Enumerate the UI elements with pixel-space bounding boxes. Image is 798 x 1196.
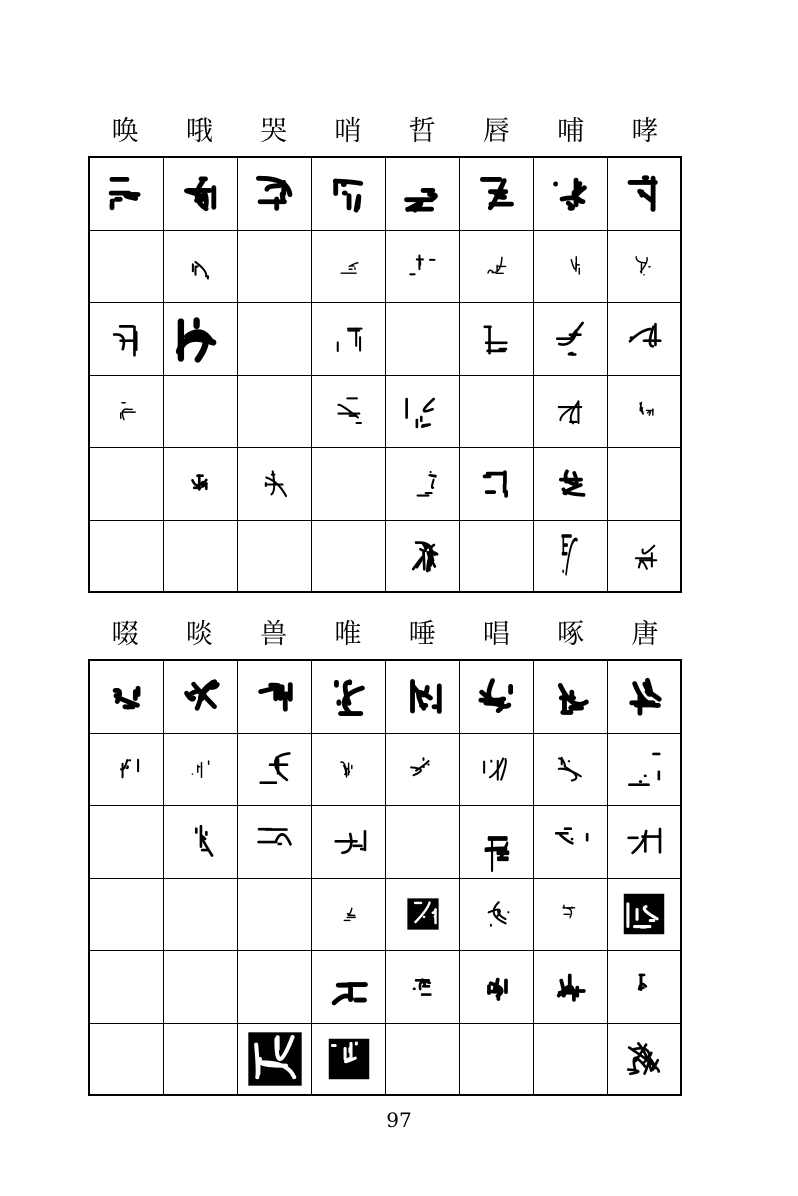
glyph-grid-1	[88, 156, 682, 593]
table-cell	[534, 879, 608, 952]
ancient-script-glyph	[549, 317, 593, 361]
table-cell	[608, 806, 682, 879]
table-cell	[386, 158, 460, 231]
ancient-script-glyph	[327, 965, 371, 1009]
table-cell	[386, 806, 460, 879]
table-cell	[460, 1024, 534, 1097]
table-cell	[90, 951, 164, 1024]
table-cell	[90, 521, 164, 594]
header-char: 哭	[260, 116, 288, 147]
ancient-script-glyph	[337, 757, 361, 781]
header-char: 唱	[482, 619, 510, 650]
ancient-script-glyph	[401, 389, 445, 433]
table-cell	[608, 951, 682, 1024]
table-cell	[386, 448, 460, 521]
table-cell	[90, 879, 164, 952]
ancient-script-glyph	[549, 675, 593, 719]
table-cell	[164, 951, 238, 1024]
header-char: 唤	[111, 116, 139, 147]
table-cell	[386, 661, 460, 734]
table-cell	[312, 303, 386, 376]
table-cell	[238, 806, 312, 879]
table-cell	[460, 879, 534, 952]
table-cell	[90, 806, 164, 879]
character-table-2	[88, 615, 682, 1096]
table-cell	[386, 521, 460, 594]
ancient-script-glyph	[554, 752, 588, 786]
table-cell	[534, 303, 608, 376]
ancient-script-glyph	[475, 172, 519, 216]
ancient-script-glyph	[253, 172, 297, 216]
table-cell	[238, 448, 312, 521]
table-cell	[238, 158, 312, 231]
ancient-script-glyph	[480, 752, 514, 786]
table-cell	[460, 951, 534, 1024]
table-cell	[312, 448, 386, 521]
table-cell	[386, 376, 460, 449]
header-char: 唐	[631, 619, 659, 650]
table-cell	[608, 231, 682, 304]
ancient-script-glyph	[480, 467, 514, 501]
table-cell	[90, 661, 164, 734]
glyph-grid-2	[88, 659, 682, 1096]
ancient-script-glyph	[332, 322, 366, 356]
ancient-script-glyph	[401, 534, 445, 578]
table-cell	[312, 376, 386, 449]
header-char: 唯	[334, 619, 362, 650]
ancient-script-glyph	[549, 172, 593, 216]
header-char: 啄	[557, 619, 585, 650]
ancient-script-glyph	[337, 254, 361, 278]
table-cell	[312, 231, 386, 304]
header-char: 唾	[408, 619, 436, 650]
table-cell	[460, 376, 534, 449]
table-cell	[164, 661, 238, 734]
table-cell	[534, 231, 608, 304]
table-cell	[386, 231, 460, 304]
table-cell	[238, 661, 312, 734]
ancient-script-glyph	[246, 1030, 304, 1088]
table-cell	[90, 1024, 164, 1097]
table-cell	[312, 951, 386, 1024]
table-cell	[90, 158, 164, 231]
table-cell	[534, 806, 608, 879]
table-cell	[460, 158, 534, 231]
ancient-script-glyph	[475, 317, 519, 361]
table-cell	[534, 951, 608, 1024]
ancient-script-glyph	[327, 172, 371, 216]
table-cell	[608, 879, 682, 952]
ancient-script-glyph	[554, 467, 588, 501]
table-cell	[608, 661, 682, 734]
page-number: 97	[386, 1108, 412, 1132]
ancient-script-glyph	[401, 675, 445, 719]
ancient-script-glyph	[327, 1037, 371, 1081]
ancient-script-glyph	[622, 820, 666, 864]
ancient-script-glyph	[559, 902, 583, 926]
ancient-script-glyph	[253, 820, 297, 864]
ancient-script-glyph	[406, 467, 440, 501]
character-table-1	[88, 112, 682, 593]
table-cell	[460, 734, 534, 807]
table-cell	[164, 879, 238, 952]
ancient-script-glyph	[172, 310, 230, 368]
table-cell	[460, 448, 534, 521]
table-cell	[238, 376, 312, 449]
table-cell	[164, 376, 238, 449]
ancient-script-glyph	[110, 752, 144, 786]
ancient-script-glyph	[627, 539, 661, 573]
table-cell	[534, 661, 608, 734]
table-cell	[386, 734, 460, 807]
table-cell	[386, 303, 460, 376]
ancient-script-glyph	[105, 172, 149, 216]
table-cell	[608, 303, 682, 376]
header-char: 啜	[111, 619, 139, 650]
table-cell	[164, 448, 238, 521]
ancient-script-glyph	[557, 526, 584, 585]
table-cell	[460, 231, 534, 304]
table-cell	[386, 951, 460, 1024]
ancient-script-glyph	[406, 249, 440, 283]
ancient-script-glyph	[253, 675, 297, 719]
table-cell	[238, 734, 312, 807]
table-cell	[164, 231, 238, 304]
header-row-1	[88, 112, 682, 156]
ancient-script-glyph	[554, 970, 588, 1004]
table-cell	[460, 661, 534, 734]
table-cell	[90, 448, 164, 521]
ancient-script-glyph	[475, 675, 519, 719]
table-cell	[534, 158, 608, 231]
ancient-script-glyph	[189, 757, 213, 781]
table-cell	[90, 303, 164, 376]
ancient-script-glyph	[411, 975, 435, 999]
table-cell	[164, 521, 238, 594]
table-cell	[312, 661, 386, 734]
ancient-script-glyph	[332, 394, 366, 428]
ancient-script-glyph	[337, 902, 361, 926]
ancient-script-glyph	[632, 399, 656, 423]
ancient-script-glyph	[253, 747, 297, 791]
ancient-script-glyph	[622, 675, 666, 719]
table-cell	[312, 521, 386, 594]
table-cell	[312, 734, 386, 807]
header-char: 哮	[631, 116, 659, 147]
table-cell	[534, 1024, 608, 1097]
ancient-script-glyph	[559, 254, 583, 278]
header-char: 哦	[185, 116, 213, 147]
table-cell	[608, 158, 682, 231]
ancient-script-glyph	[622, 317, 666, 361]
ancient-script-glyph	[179, 172, 223, 216]
table-cell	[164, 1024, 238, 1097]
table-cell	[164, 806, 238, 879]
header-char: 唇	[482, 116, 510, 147]
ancient-script-glyph	[179, 820, 223, 864]
header-char: 啖	[185, 619, 213, 650]
table-cell	[238, 879, 312, 952]
header-char: 兽	[260, 619, 288, 650]
ancient-script-glyph	[622, 747, 666, 791]
header-row-2	[88, 615, 682, 659]
table-cell	[90, 734, 164, 807]
table-cell	[534, 521, 608, 594]
ancient-script-glyph	[406, 897, 440, 931]
table-cell	[164, 734, 238, 807]
ancient-script-glyph	[105, 317, 149, 361]
ancient-script-glyph	[184, 249, 218, 283]
table-cell	[312, 806, 386, 879]
table-cell	[238, 521, 312, 594]
table-cell	[238, 951, 312, 1024]
ancient-script-glyph	[406, 752, 440, 786]
ancient-script-glyph	[327, 675, 371, 719]
ancient-script-glyph	[622, 892, 666, 936]
table-cell	[608, 376, 682, 449]
ancient-script-glyph	[554, 394, 588, 428]
ancient-script-glyph	[622, 965, 666, 1009]
table-cell	[534, 734, 608, 807]
table-cell	[608, 734, 682, 807]
table-cell	[386, 879, 460, 952]
ancient-script-glyph	[258, 467, 292, 501]
table-cell	[312, 158, 386, 231]
ancient-script-glyph	[622, 172, 666, 216]
header-char: 哨	[334, 116, 362, 147]
table-cell	[460, 521, 534, 594]
ancient-script-glyph	[189, 472, 213, 496]
table-cell	[534, 448, 608, 521]
ancient-script-glyph	[179, 675, 223, 719]
table-cell	[386, 1024, 460, 1097]
table-cell	[164, 303, 238, 376]
table-cell	[238, 1024, 312, 1097]
ancient-script-glyph	[632, 254, 656, 278]
table-cell	[312, 879, 386, 952]
ancient-script-glyph	[327, 820, 371, 864]
table-cell	[90, 231, 164, 304]
table-cell	[460, 303, 534, 376]
header-char: 哺	[557, 116, 585, 147]
ancient-script-glyph	[479, 803, 515, 881]
ancient-script-glyph	[480, 970, 514, 1004]
table-cell	[90, 376, 164, 449]
ancient-script-glyph	[549, 820, 593, 864]
table-cell	[608, 448, 682, 521]
ancient-script-glyph	[115, 399, 139, 423]
table-cell	[534, 376, 608, 449]
ancient-script-glyph	[485, 254, 509, 278]
header-char: 哲	[408, 116, 436, 147]
ancient-script-glyph	[622, 1037, 666, 1081]
table-cell	[608, 1024, 682, 1097]
table-cell	[312, 1024, 386, 1097]
table-cell	[460, 806, 534, 879]
ancient-script-glyph	[105, 675, 149, 719]
table-cell	[608, 521, 682, 594]
table-cell	[238, 231, 312, 304]
ancient-script-glyph	[480, 897, 514, 931]
table-cell	[164, 158, 238, 231]
ancient-script-glyph	[401, 172, 445, 216]
table-cell	[238, 303, 312, 376]
